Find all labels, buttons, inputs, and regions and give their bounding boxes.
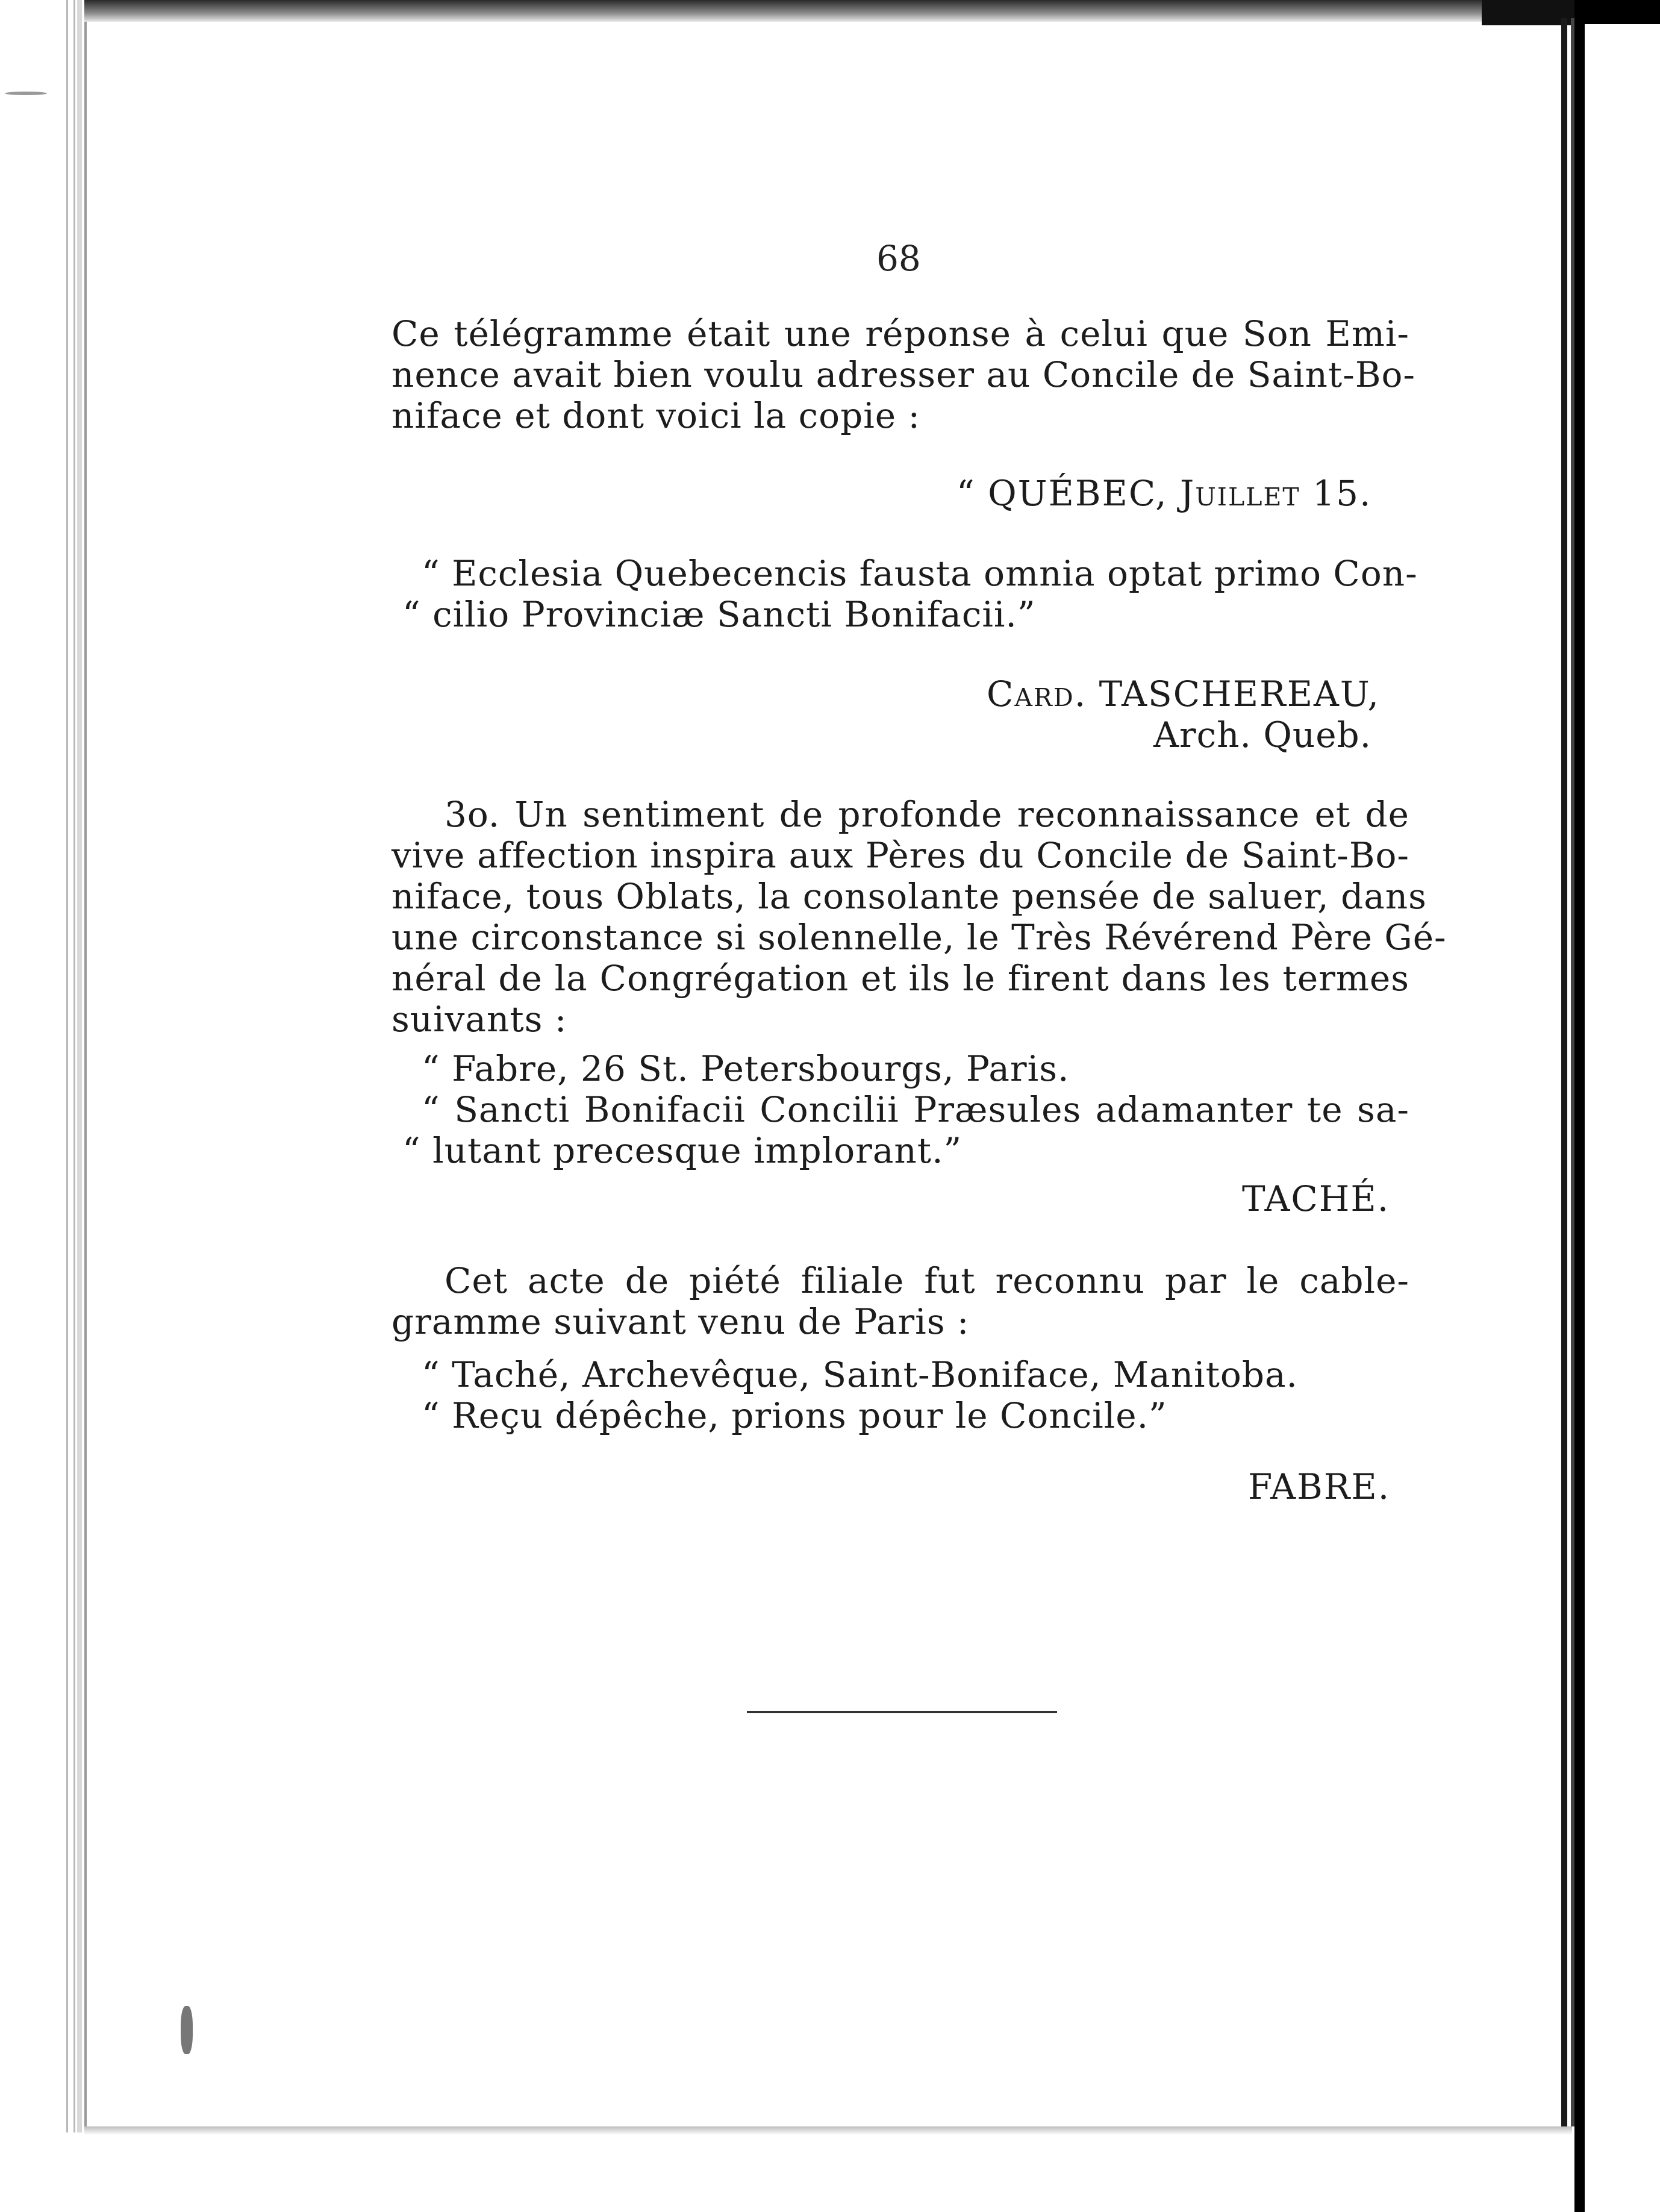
section-rule bbox=[747, 1711, 1057, 1713]
paragraph-line: Cet acte de piété filiale fut reconnu par le cable- bbox=[445, 1260, 1409, 1301]
page-edge-line bbox=[73, 0, 75, 2132]
paragraph-line: Ce télégramme était une réponse à celui que Son Emi- bbox=[392, 313, 1409, 354]
signature-title: Arch. Queb. bbox=[1153, 714, 1372, 755]
paragraph-line: néral de la Congrégation et ils le firent dans les termes bbox=[392, 958, 1409, 999]
telegram-line: “ lutant precesque implorant.” bbox=[402, 1130, 963, 1171]
signature: Card. TASCHEREAU, bbox=[987, 673, 1380, 714]
telegram-line: “ cilio Provinciæ Sancti Bonifacii.” bbox=[402, 594, 1036, 635]
telegram-line: “ Reçu dépêche, prions pour le Concile.” bbox=[422, 1395, 1167, 1436]
paragraph-line: suivants : bbox=[392, 999, 567, 1040]
signature: TACHÉ. bbox=[1242, 1178, 1390, 1219]
telegram-line: “ Fabre, 26 St. Petersbourgs, Paris. bbox=[422, 1048, 1070, 1089]
paragraph-line: niface et dont voici la copie : bbox=[392, 395, 921, 436]
page-edge-line bbox=[66, 0, 68, 2132]
telegram-line: “ Ecclesia Quebecencis fausta omnia optat primo Con- bbox=[422, 553, 1418, 594]
paragraph-line: niface, tous Oblats, la consolante pensée de saluer, dans bbox=[392, 876, 1427, 917]
right-page-edge bbox=[1561, 18, 1567, 2126]
telegram-line: “ Taché, Archevêque, Saint-Boniface, Manitoba. bbox=[422, 1354, 1298, 1395]
paragraph-line: une circonstance si solennelle, le Très Révérend Père Gé- bbox=[392, 917, 1447, 958]
page-number: 68 bbox=[876, 238, 921, 279]
paragraph-line: nence avait bien voulu adresser au Concile de Saint-Bo- bbox=[392, 354, 1415, 395]
paragraph-line: 3o. Un sentiment de profonde reconnaissance et de bbox=[445, 794, 1409, 835]
paragraph-line: vive affection inspira aux Pères du Concile de Saint-Bo- bbox=[392, 835, 1409, 876]
page-edge-line bbox=[84, 0, 87, 2132]
page-edge-shadow bbox=[77, 0, 82, 2132]
bottom-page-edge bbox=[84, 2126, 1572, 2135]
margin-mark bbox=[181, 2006, 193, 2054]
signature: FABRE. bbox=[1248, 1466, 1391, 1507]
right-margin-strip bbox=[1578, 24, 1660, 2212]
dateline: “ QUÉBEC, Juillet 15. bbox=[956, 473, 1372, 514]
paragraph-line: gramme suivant venu de Paris : bbox=[392, 1301, 970, 1342]
top-scan-border bbox=[84, 0, 1572, 22]
telegram-line: “ Sancti Bonifacii Concilii Præsules adamanter te sa- bbox=[422, 1089, 1409, 1130]
margin-mark bbox=[5, 92, 47, 95]
